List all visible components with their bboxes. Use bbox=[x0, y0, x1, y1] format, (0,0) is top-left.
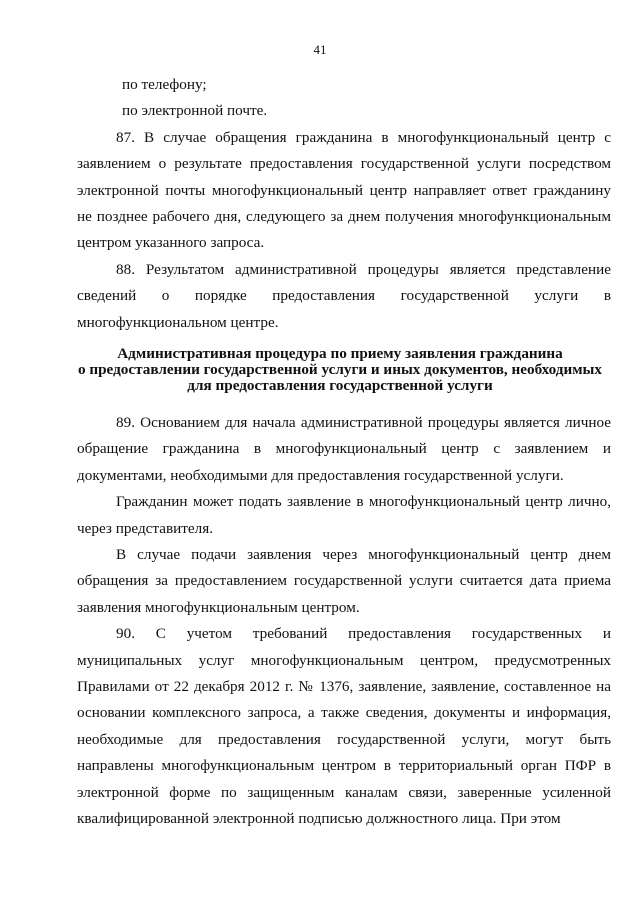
bottom-text-block bbox=[77, 410, 611, 833]
section-heading bbox=[60, 346, 620, 393]
heading-line: для предоставления государственной услуги bbox=[187, 376, 493, 394]
paragraph-87: 87. В случае обращения гражданина в многофункциональный центр с заявлением о результате предоставления государственной услуги посредством электронной почты многофункциональный центр направляет ответ гражданину не позднее рабочего дня, следующего за днем получения многофункциональным центром указанного запроса. bbox=[77, 128, 611, 252]
paragraph-citizen: Гражданин может подать заявление в многофункциональный центр лично, через представителя. bbox=[77, 493, 611, 537]
paragraph-88: 88. Результатом административной процедуры является представление сведений о порядке предоставления государственной услуги в многофункциональном центре. bbox=[77, 260, 611, 331]
paragraph-90: 90. С учетом требований предоставления государственных и муниципальных услуг многофункциональным центром, предусмотренных Правилами от 22 декабря 2012 г. № 1376, заявление, заявление, составленное на основании комплексного запроса, а также сведения, документы и информация, необходимые для предоставления государственной услуги, могут быть направлены многофункциональным центром в территориальный орган ПФР в электронной форме по защищенным каналам связи, заверенные усиленной квалифицированной электронной подписью должностного лица. При этом bbox=[77, 625, 611, 828]
text-line: по электронной почте. bbox=[122, 102, 268, 120]
paragraph-89: 89. Основанием для начала административной процедуры является личное обращение гражданина в многофункциональный центр с заявлением и документами, необходимыми для предоставления государственной услуги. bbox=[77, 414, 611, 484]
heading-line: о предоставлении государственной услуги и иных документов, необходимых bbox=[77, 360, 603, 378]
heading-line: Административная процедура по приему заявления гражданина bbox=[117, 345, 563, 362]
text-line: по телефону; bbox=[122, 76, 207, 93]
paragraph-submission: В случае подачи заявления через многофункциональный центр днем обращения за предоставлением государственной услуги считается дата приема заявления многофункциональным центром. bbox=[77, 546, 611, 616]
page-number: 41 bbox=[313, 42, 327, 57]
top-text-block bbox=[77, 72, 611, 336]
